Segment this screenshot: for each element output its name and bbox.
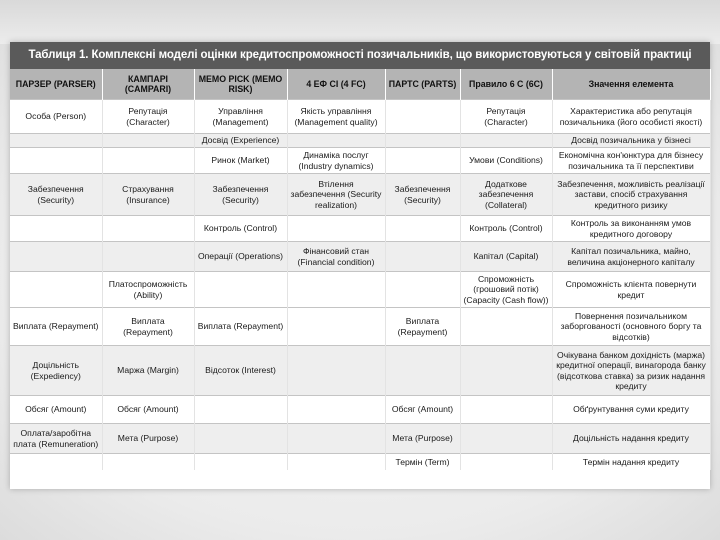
- cell-memo-risk: Ринок (Market): [194, 148, 287, 174]
- cell-campari: [102, 454, 194, 470]
- cell-parts: Мета (Purpose): [385, 424, 460, 454]
- header-memo-risk: MEMO PICK (MEMO RISK): [194, 69, 287, 100]
- table-row: [10, 134, 710, 148]
- cell-parts: Обсяг (Amount): [385, 396, 460, 424]
- cell-campari: [102, 134, 194, 148]
- cell-campari: Страхування (Insurance): [102, 174, 194, 216]
- cell-parts: [385, 272, 460, 308]
- table-frame: [10, 42, 710, 489]
- cell-6c: [460, 454, 552, 470]
- table-row: [10, 272, 710, 308]
- cell-meaning: Забезпечення, можливість реалізації застави, спосіб страхування кредитного ризику: [552, 174, 710, 216]
- cell-parser: Доцільність (Expediency): [10, 346, 102, 396]
- cell-parser: Оплата/заробітна плата (Remuneration): [10, 424, 102, 454]
- cell-parts: [385, 242, 460, 272]
- cell-meaning: Доцільність надання кредиту: [552, 424, 710, 454]
- header-meaning: Значення елемента: [552, 69, 710, 100]
- cell-6c: [460, 308, 552, 346]
- table-row: [10, 174, 710, 216]
- cell-6c: [460, 346, 552, 396]
- header-campari: КАМПАРІ (CAMPARI): [102, 69, 194, 100]
- cell-parts: Термін (Term): [385, 454, 460, 470]
- cell-campari: [102, 216, 194, 242]
- cell-parser: [10, 216, 102, 242]
- header-parser: ПАРЗЕР (PARSER): [10, 69, 102, 100]
- cell-memo-risk: Досвід (Experience): [194, 134, 287, 148]
- cell-campari: [102, 242, 194, 272]
- cell-4fc: Фінансовий стан (Financial condition): [287, 242, 385, 272]
- cell-campari: Репутація (Character): [102, 100, 194, 134]
- cell-parts: [385, 134, 460, 148]
- cell-parser: Особа (Person): [10, 100, 102, 134]
- cell-6c: Додаткове забезпечення (Collateral): [460, 174, 552, 216]
- cell-6c: Репутація (Character): [460, 100, 552, 134]
- cell-4fc: [287, 308, 385, 346]
- cell-6c: [460, 134, 552, 148]
- cell-parts: [385, 148, 460, 174]
- cell-meaning: Термін надання кредиту: [552, 454, 710, 470]
- cell-parser: Виплата (Repayment): [10, 308, 102, 346]
- table-row: [10, 100, 710, 134]
- table-title: Таблиця 1. Комплексні моделі оцінки кредитоспроможності позичальників, що використовуються у світовій практиці: [10, 42, 710, 69]
- cell-campari: Обсяг (Amount): [102, 396, 194, 424]
- cell-parser: [10, 134, 102, 148]
- cell-meaning: Обґрунтування суми кредиту: [552, 396, 710, 424]
- cell-meaning: Спроможність клієнта повернути кредит: [552, 272, 710, 308]
- cell-6c: Капітал (Capital): [460, 242, 552, 272]
- cell-meaning: Контроль за виконанням умов кредитного договору: [552, 216, 710, 242]
- cell-memo-risk: [194, 396, 287, 424]
- cell-6c: [460, 396, 552, 424]
- cell-4fc: [287, 134, 385, 148]
- credit-models-table: [10, 69, 711, 470]
- cell-parts: [385, 216, 460, 242]
- cell-parts: Виплата (Repayment): [385, 308, 460, 346]
- cell-campari: Виплата (Repayment): [102, 308, 194, 346]
- cell-4fc: [287, 272, 385, 308]
- cell-campari: [102, 148, 194, 174]
- table-row: [10, 424, 710, 454]
- cell-memo-risk: Операції (Operations): [194, 242, 287, 272]
- cell-parts: Забезпечення (Security): [385, 174, 460, 216]
- table-row: [10, 454, 710, 470]
- cell-memo-risk: [194, 272, 287, 308]
- cell-meaning: Капітал позичальника, майно, величина акціонерного капіталу: [552, 242, 710, 272]
- cell-meaning: Очікувана банком дохідність (маржа) кредитної операції, винагорода банку (відсоткова ставка) за ризик надання кредиту: [552, 346, 710, 396]
- cell-memo-risk: Виплата (Repayment): [194, 308, 287, 346]
- cell-6c: Контроль (Control): [460, 216, 552, 242]
- cell-parser: [10, 454, 102, 470]
- cell-parser: [10, 242, 102, 272]
- cell-memo-risk: [194, 454, 287, 470]
- cell-6c: [460, 424, 552, 454]
- cell-4fc: [287, 454, 385, 470]
- cell-campari: Платоспроможність (Ability): [102, 272, 194, 308]
- table-row: [10, 346, 710, 396]
- cell-4fc: Динаміка послуг (Industry dynamics): [287, 148, 385, 174]
- cell-parser: Обсяг (Amount): [10, 396, 102, 424]
- cell-parser: [10, 272, 102, 308]
- cell-memo-risk: Відсоток (Interest): [194, 346, 287, 396]
- cell-parser: [10, 148, 102, 174]
- cell-parts: [385, 100, 460, 134]
- cell-parts: [385, 346, 460, 396]
- table-row: [10, 216, 710, 242]
- cell-6c: Умови (Conditions): [460, 148, 552, 174]
- cell-memo-risk: Контроль (Control): [194, 216, 287, 242]
- header-parts: ПАРТС (PARTS): [385, 69, 460, 100]
- cell-campari: Мета (Purpose): [102, 424, 194, 454]
- cell-4fc: [287, 396, 385, 424]
- cell-memo-risk: Управління (Management): [194, 100, 287, 134]
- header-4fc: 4 ЕФ СІ (4 FC): [287, 69, 385, 100]
- header-6c: Правило 6 С (6С): [460, 69, 552, 100]
- table-row: [10, 242, 710, 272]
- table-row: [10, 148, 710, 174]
- cell-memo-risk: Забезпечення (Security): [194, 174, 287, 216]
- cell-meaning: Досвід позичальника у бізнесі: [552, 134, 710, 148]
- cell-4fc: Якість управління (Management quality): [287, 100, 385, 134]
- table-header-row: [10, 69, 710, 100]
- cell-meaning: Економічна кон'юнктура для бізнесу позичальника та її перспективи: [552, 148, 710, 174]
- cell-campari: Маржа (Margin): [102, 346, 194, 396]
- cell-memo-risk: [194, 424, 287, 454]
- cell-4fc: [287, 424, 385, 454]
- cell-parser: Забезпечення (Security): [10, 174, 102, 216]
- cell-4fc: [287, 346, 385, 396]
- cell-meaning: Повернення позичальником заборгованості (основного боргу та відсотків): [552, 308, 710, 346]
- cell-4fc: [287, 216, 385, 242]
- table-row: [10, 396, 710, 424]
- slide-top-band: [0, 0, 720, 44]
- table-row: [10, 308, 710, 346]
- cell-6c: Спроможність (грошовий потік) (Capacity (Cash flow)): [460, 272, 552, 308]
- cell-meaning: Характеристика або репутація позичальника (його особисті якості): [552, 100, 710, 134]
- cell-4fc: Втілення забезпечення (Security realization): [287, 174, 385, 216]
